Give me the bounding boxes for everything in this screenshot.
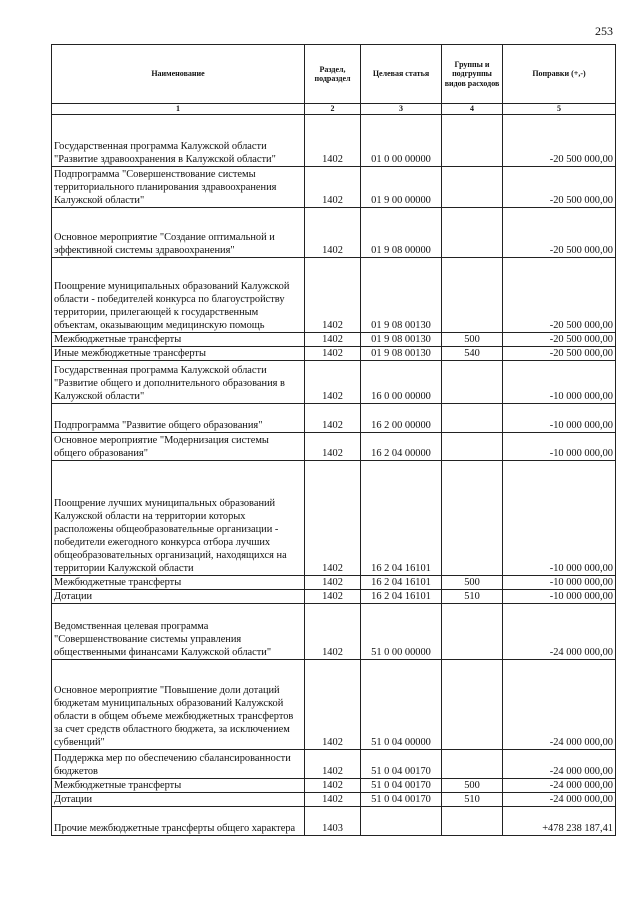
row-section: 1402 (305, 461, 361, 576)
column-number: 2 (305, 104, 361, 115)
row-group (442, 404, 503, 433)
row-section: 1402 (305, 361, 361, 404)
row-amount: -24 000 000,00 (503, 779, 616, 793)
table-row (52, 779, 616, 793)
row-section: 1402 (305, 576, 361, 590)
row-group: 500 (442, 576, 503, 590)
row-article: 01 9 08 00130 (361, 258, 442, 333)
row-group (442, 167, 503, 208)
row-amount: -10 000 000,00 (503, 433, 616, 461)
column-number: 1 (52, 104, 305, 115)
row-name: Иные межбюджетные трансферты (52, 347, 305, 361)
row-section: 1402 (305, 333, 361, 347)
row-section: 1402 (305, 258, 361, 333)
row-name: Основное мероприятие "Повышение доли дотаций бюджетам муниципальных образований Калужской области в общем объеме межбюджетных трансфертов за счет средств областного бюджета, за исключением субвенций" (52, 660, 305, 750)
budget-amendments-table (51, 44, 616, 836)
table-row (52, 660, 616, 750)
table-row (52, 793, 616, 807)
row-group: 510 (442, 590, 503, 604)
row-group (442, 208, 503, 258)
row-amount: -20 500 000,00 (503, 333, 616, 347)
row-article: 01 9 08 00000 (361, 208, 442, 258)
row-article: 01 0 00 00000 (361, 115, 442, 167)
table-row (52, 208, 616, 258)
row-group (442, 750, 503, 779)
table-row (52, 461, 616, 576)
table-row (52, 590, 616, 604)
table-header-row (52, 45, 616, 104)
row-section: 1402 (305, 660, 361, 750)
row-name: Межбюджетные трансферты (52, 333, 305, 347)
table-row (52, 115, 616, 167)
row-article: 51 0 04 00000 (361, 660, 442, 750)
row-group (442, 660, 503, 750)
row-name: Межбюджетные трансферты (52, 779, 305, 793)
row-section: 1402 (305, 779, 361, 793)
row-group: 500 (442, 333, 503, 347)
row-name: Государственная программа Калужской области "Развитие общего и дополнительного образования в Калужской области" (52, 361, 305, 404)
table-row (52, 807, 616, 836)
row-name: Основное мероприятие "Модернизация системы общего образования" (52, 433, 305, 461)
table-row (52, 576, 616, 590)
row-amount: -10 000 000,00 (503, 404, 616, 433)
row-amount: -24 000 000,00 (503, 604, 616, 660)
column-number-row (52, 104, 616, 115)
row-section: 1403 (305, 807, 361, 836)
column-number: 3 (361, 104, 442, 115)
row-amount: -20 500 000,00 (503, 167, 616, 208)
row-amount: -24 000 000,00 (503, 750, 616, 779)
header-amount: Поправки (+,-) (503, 45, 616, 104)
row-group (442, 807, 503, 836)
table-row (52, 167, 616, 208)
row-name: Прочие межбюджетные трансферты общего характера (52, 807, 305, 836)
row-article: 16 2 00 00000 (361, 404, 442, 433)
table-row (52, 750, 616, 779)
table-row (52, 433, 616, 461)
row-amount: -24 000 000,00 (503, 793, 616, 807)
row-group (442, 604, 503, 660)
row-group (442, 433, 503, 461)
row-group: 510 (442, 793, 503, 807)
row-name: Ведомственная целевая программа "Совершенствование системы управления общественными финансами Калужской области" (52, 604, 305, 660)
row-section: 1402 (305, 604, 361, 660)
row-article: 16 0 00 00000 (361, 361, 442, 404)
column-number: 4 (442, 104, 503, 115)
row-article: 51 0 04 00170 (361, 779, 442, 793)
row-amount: -10 000 000,00 (503, 576, 616, 590)
row-name: Дотации (52, 590, 305, 604)
row-name: Подпрограмма "Развитие общего образования" (52, 404, 305, 433)
row-article: 16 2 04 00000 (361, 433, 442, 461)
row-group: 500 (442, 779, 503, 793)
row-group (442, 461, 503, 576)
row-article: 16 2 04 16101 (361, 461, 442, 576)
row-article: 51 0 04 00170 (361, 793, 442, 807)
row-name: Межбюджетные трансферты (52, 576, 305, 590)
row-name: Поощрение лучших муниципальных образований Калужской области на территории которых расположены общеобразовательные организации - победители ежегодного конкурса отбора лучших общеобразовательных организаций, находящихся на территории Калужской области (52, 461, 305, 576)
row-section: 1402 (305, 433, 361, 461)
row-section: 1402 (305, 347, 361, 361)
row-group (442, 361, 503, 404)
header-name: Наименование (52, 45, 305, 104)
row-amount: -24 000 000,00 (503, 660, 616, 750)
row-section: 1402 (305, 208, 361, 258)
row-section: 1402 (305, 115, 361, 167)
row-group (442, 258, 503, 333)
table-row (52, 333, 616, 347)
header-groups: Группы и подгруппы видов расходов (442, 45, 503, 104)
row-article: 51 0 04 00170 (361, 750, 442, 779)
row-amount: -20 500 000,00 (503, 208, 616, 258)
row-name: Поддержка мер по обеспечению сбалансированности бюджетов (52, 750, 305, 779)
row-amount: -10 000 000,00 (503, 461, 616, 576)
row-name: Подпрограмма "Совершенствование системы территориального планирования здравоохранения Калужской области" (52, 167, 305, 208)
row-section: 1402 (305, 590, 361, 604)
row-name: Дотации (52, 793, 305, 807)
row-article: 01 9 08 00130 (361, 333, 442, 347)
row-name: Поощрение муниципальных образований Калужской области - победителей конкурса по благоустройству территории, прилегающей к государственным объектам, оказывающим медицинскую помощь (52, 258, 305, 333)
row-article: 16 2 04 16101 (361, 576, 442, 590)
table-row (52, 258, 616, 333)
row-article: 01 9 00 00000 (361, 167, 442, 208)
row-article: 51 0 00 00000 (361, 604, 442, 660)
table-row (52, 361, 616, 404)
row-section: 1402 (305, 750, 361, 779)
row-article (361, 807, 442, 836)
row-section: 1402 (305, 167, 361, 208)
table-row (52, 347, 616, 361)
row-group (442, 115, 503, 167)
row-name: Государственная программа Калужской области "Развитие здравоохранения в Калужской области" (52, 115, 305, 167)
row-group: 540 (442, 347, 503, 361)
row-section: 1402 (305, 793, 361, 807)
page-number: 253 (595, 24, 613, 38)
row-amount: -20 500 000,00 (503, 347, 616, 361)
header-section: Раздел, подраздел (305, 45, 361, 104)
table-row (52, 604, 616, 660)
header-article: Целевая статья (361, 45, 442, 104)
row-amount: -10 000 000,00 (503, 361, 616, 404)
row-article: 01 9 08 00130 (361, 347, 442, 361)
row-section: 1402 (305, 404, 361, 433)
row-name: Основное мероприятие "Создание оптимальной и эффективной системы здравоохранения" (52, 208, 305, 258)
column-number: 5 (503, 104, 616, 115)
table-row (52, 404, 616, 433)
row-amount: -20 500 000,00 (503, 258, 616, 333)
row-amount: -20 500 000,00 (503, 115, 616, 167)
row-amount: -10 000 000,00 (503, 590, 616, 604)
row-amount: +478 238 187,41 (503, 807, 616, 836)
row-article: 16 2 04 16101 (361, 590, 442, 604)
